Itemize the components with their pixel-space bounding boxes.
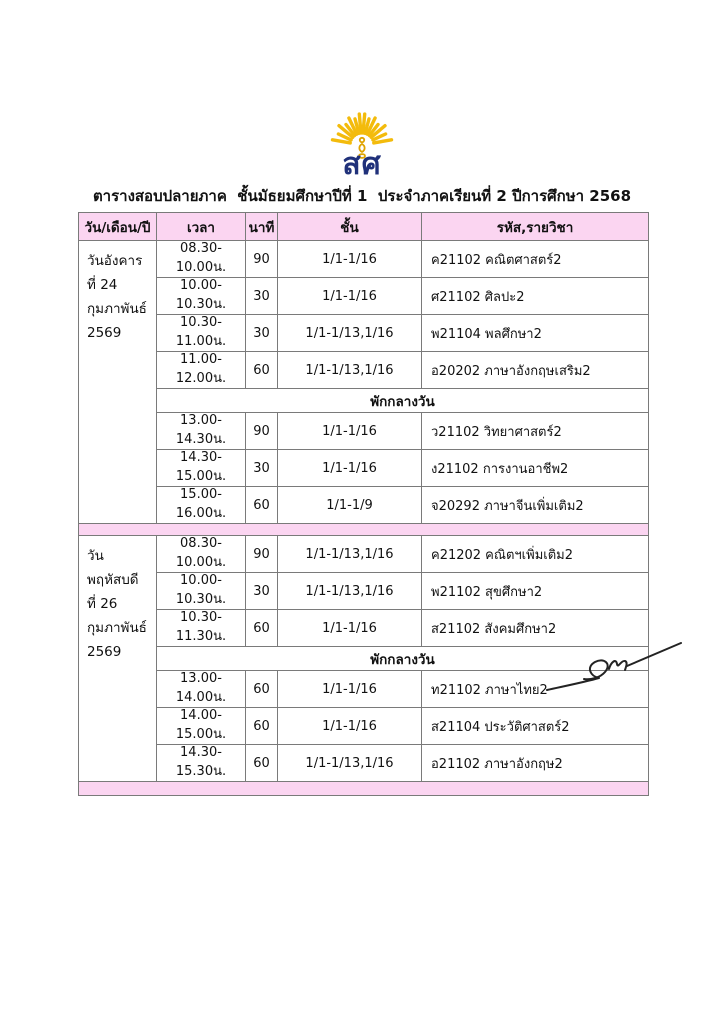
- minutes-cell: 60: [246, 708, 278, 745]
- class-range-cell: 1/1-1/13,1/16: [278, 536, 422, 573]
- subject-cell: ศ21102 ศิลปะ2: [422, 278, 649, 315]
- section-divider-band: [79, 524, 649, 536]
- minutes-cell: 60: [246, 745, 278, 782]
- minutes-cell: 90: [246, 413, 278, 450]
- time-cell: 15.00-16.00น.: [157, 487, 246, 524]
- time-cell: 10.00-10.30น.: [157, 573, 246, 610]
- table-row: [79, 278, 649, 315]
- page-title: ตารางสอบปลายภาค ชั้นมัธยมศึกษาปีที่ 1 ประจำภาคเรียนที่ 2 ปีการศึกษา 2568: [92, 187, 632, 205]
- class-range-cell: 1/1-1/16: [278, 671, 422, 708]
- subject-cell: พ21102 สุขศึกษา2: [422, 573, 649, 610]
- subject-cell: ง21102 การงานอาชีพ2: [422, 450, 649, 487]
- minutes-cell: 60: [246, 487, 278, 524]
- date-cell-tuesday: [79, 241, 157, 524]
- subject-cell: อ20202 ภาษาอังกฤษเสริม2: [422, 352, 649, 389]
- col-header-date: วัน/เดือน/ปี: [79, 213, 157, 241]
- minutes-cell: 60: [246, 671, 278, 708]
- col-header-minutes: นาที: [246, 213, 278, 241]
- lunch-break-label: พักกลางวัน: [157, 647, 649, 671]
- date-line: 2569: [87, 325, 122, 341]
- subject-cell: พ21104 พลศึกษา2: [422, 315, 649, 352]
- class-range-cell: 1/1-1/16: [278, 278, 422, 315]
- minutes-cell: 90: [246, 536, 278, 573]
- date-line: 2569: [87, 644, 122, 660]
- exam-schedule: [78, 212, 648, 796]
- date-cell-thursday: [79, 536, 157, 782]
- date-line: วันอังคาร: [87, 253, 143, 269]
- class-range-cell: 1/1-1/16: [278, 450, 422, 487]
- table-bottom-band: [79, 782, 649, 796]
- subject-cell: ค21102 คณิตศาสตร์2: [422, 241, 649, 278]
- table-header-row: [79, 213, 649, 241]
- minutes-cell: 30: [246, 278, 278, 315]
- logo-text: สศ: [342, 147, 382, 182]
- class-range-cell: 1/1-1/16: [278, 708, 422, 745]
- date-line: กุมภาพันธ์: [87, 620, 147, 636]
- time-cell: 10.30-11.00น.: [157, 315, 246, 352]
- subject-cell: ค21202 คณิตฯเพิ่มเติม2: [422, 536, 649, 573]
- table-row: [79, 352, 649, 389]
- class-range-cell: 1/1-1/13,1/16: [278, 352, 422, 389]
- class-range-cell: 1/1-1/16: [278, 241, 422, 278]
- time-cell: 10.30-11.30น.: [157, 610, 246, 647]
- time-cell: 08.30-10.00น.: [157, 241, 246, 278]
- time-cell: 14.30-15.30น.: [157, 745, 246, 782]
- table-row: [79, 450, 649, 487]
- subject-cell: ท21102 ภาษาไทย2: [422, 671, 649, 708]
- subject-cell: จ20292 ภาษาจีนเพิ่มเติม2: [422, 487, 649, 524]
- minutes-cell: 60: [246, 352, 278, 389]
- time-cell: 11.00-12.00น.: [157, 352, 246, 389]
- subject-cell: ว21102 วิทยาศาสตร์2: [422, 413, 649, 450]
- col-header-time: เวลา: [157, 213, 246, 241]
- exam-schedule-table: [78, 212, 649, 796]
- class-range-cell: 1/1-1/16: [278, 610, 422, 647]
- table-row: [79, 487, 649, 524]
- time-cell: 10.00-10.30น.: [157, 278, 246, 315]
- col-header-class: ชั้น: [278, 213, 422, 241]
- class-range-cell: 1/1-1/13,1/16: [278, 315, 422, 352]
- table-row: [79, 315, 649, 352]
- date-line: วัน: [87, 548, 104, 564]
- school-logo: [0, 98, 724, 180]
- minutes-cell: 30: [246, 450, 278, 487]
- class-range-cell: 1/1-1/13,1/16: [278, 573, 422, 610]
- subject-cell: ส21104 ประวัติศาสตร์2: [422, 708, 649, 745]
- minutes-cell: 90: [246, 241, 278, 278]
- time-cell: 13.00-14.00น.: [157, 671, 246, 708]
- date-line: ที่ 26: [87, 596, 118, 612]
- table-row: [79, 708, 649, 745]
- subject-cell: อ21102 ภาษาอังกฤษ2: [422, 745, 649, 782]
- table-row: [79, 413, 649, 450]
- lunch-break-row: [79, 389, 649, 413]
- lunch-break-label: พักกลางวัน: [157, 389, 649, 413]
- date-line: กุมภาพันธ์: [87, 301, 147, 317]
- date-line: ที่ 24: [87, 277, 118, 293]
- col-header-subject: รหัส,รายวิชา: [422, 213, 649, 241]
- minutes-cell: 30: [246, 315, 278, 352]
- class-range-cell: 1/1-1/13,1/16: [278, 745, 422, 782]
- class-range-cell: 1/1-1/9: [278, 487, 422, 524]
- time-cell: 14.00-15.00น.: [157, 708, 246, 745]
- time-cell: 08.30-10.00น.: [157, 536, 246, 573]
- handwritten-signature: [543, 636, 688, 698]
- time-cell: 13.00-14.30น.: [157, 413, 246, 450]
- time-cell: 14.30-15.00น.: [157, 450, 246, 487]
- minutes-cell: 30: [246, 573, 278, 610]
- table-row: [79, 745, 649, 782]
- class-range-cell: 1/1-1/16: [278, 413, 422, 450]
- minutes-cell: 60: [246, 610, 278, 647]
- table-row: [79, 241, 649, 278]
- date-line: พฤหัสบดี: [87, 572, 139, 588]
- subject-cell: ส21102 สังคมศึกษา2: [422, 610, 649, 647]
- table-row: [79, 573, 649, 610]
- table-row: [79, 536, 649, 573]
